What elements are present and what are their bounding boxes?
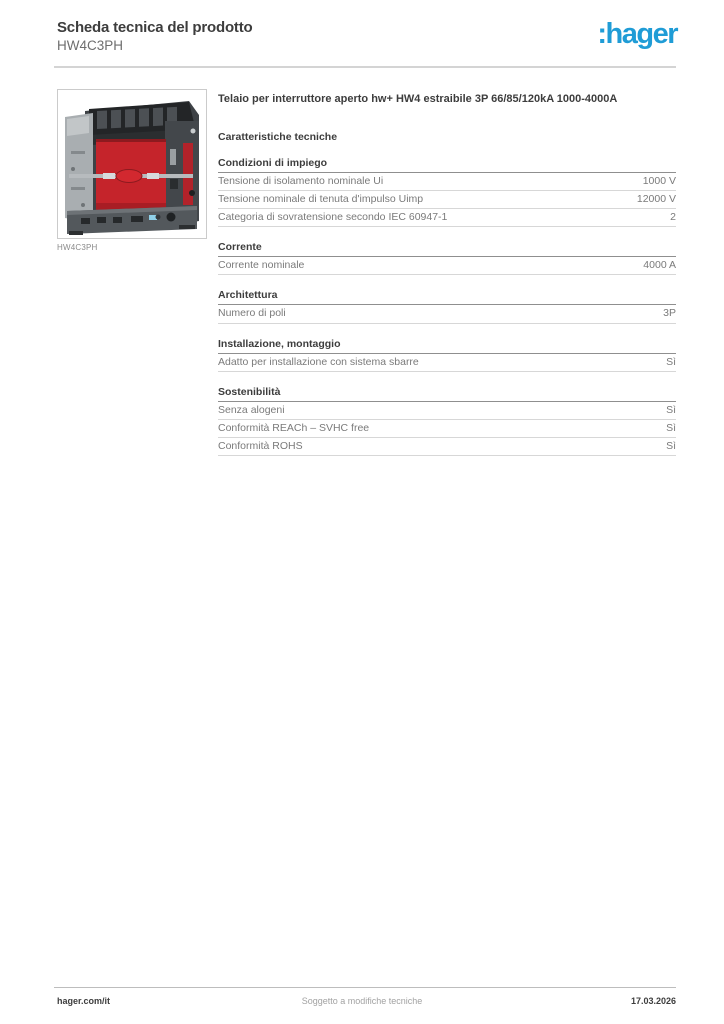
spec-value: 4000 A xyxy=(643,259,676,272)
product-code: HW4C3PH xyxy=(57,38,124,53)
page-title: Scheda tecnica del prodotto xyxy=(57,19,253,36)
technical-content xyxy=(218,93,676,456)
spec-value: Sì xyxy=(666,403,676,416)
spec-row xyxy=(218,257,676,275)
spec-value: 3P xyxy=(663,307,676,320)
section-title: Sostenibilità xyxy=(218,386,676,402)
product-title: Telaio per interruttore aperto hw+ HW4 estraibile 3P 66/85/120kA 1000-4000A xyxy=(218,93,618,105)
spec-row xyxy=(218,209,676,227)
product-image-caption: HW4C3PH xyxy=(57,243,98,252)
characteristics-heading: Caratteristiche tecniche xyxy=(218,131,338,144)
spec-value: 2 xyxy=(670,211,676,224)
footer-divider xyxy=(54,987,676,988)
spec-label: Tensione di isolamento nominale Ui xyxy=(218,175,384,188)
spec-label: Categoria di sovratensione secondo IEC 60947-1 xyxy=(218,211,448,224)
spec-label: Tensione nominale di tenuta d'impulso Uimp xyxy=(218,193,424,206)
spec-row xyxy=(218,402,676,420)
spec-label: Numero di poli xyxy=(218,307,286,320)
section-sostenibilita xyxy=(218,386,676,456)
spec-row xyxy=(218,354,676,372)
section-corrente xyxy=(218,241,676,275)
spec-value: Sì xyxy=(666,421,676,434)
spec-row xyxy=(218,191,676,209)
spec-row xyxy=(218,420,676,438)
footer-website-link[interactable]: hager.com/it xyxy=(57,996,111,1006)
spec-value: 1000 V xyxy=(642,175,676,188)
section-installazione-montaggio xyxy=(218,338,676,372)
section-title: Corrente xyxy=(218,241,676,257)
spec-row xyxy=(218,173,676,191)
spec-label: Conformità REACh – SVHC free xyxy=(218,421,370,434)
section-title: Architettura xyxy=(218,289,676,305)
spec-value: 12000 V xyxy=(636,193,676,206)
product-image xyxy=(57,89,207,239)
section-condizioni-di-impiego xyxy=(218,157,676,227)
section-title: Installazione, montaggio xyxy=(218,338,676,354)
hager-logo: :hager xyxy=(597,18,677,50)
spec-label: Adatto per installazione con sistema sbarre xyxy=(218,355,419,368)
header-divider xyxy=(54,66,676,68)
spec-value: Sì xyxy=(666,439,676,452)
spec-row xyxy=(218,305,676,323)
section-title: Condizioni di impiego xyxy=(218,157,676,173)
footer-date: 17.03.2026 xyxy=(630,996,676,1006)
spec-label: Corrente nominale xyxy=(218,259,305,272)
spec-label: Conformità ROHS xyxy=(218,439,303,452)
spec-value: Sì xyxy=(666,355,676,368)
section-architettura xyxy=(218,289,676,323)
spec-row xyxy=(218,438,676,456)
footer-disclaimer: Soggetto a modifiche tecniche xyxy=(301,996,423,1006)
circuit-breaker-illustration xyxy=(59,91,205,237)
spec-label: Senza alogeni xyxy=(218,403,285,416)
